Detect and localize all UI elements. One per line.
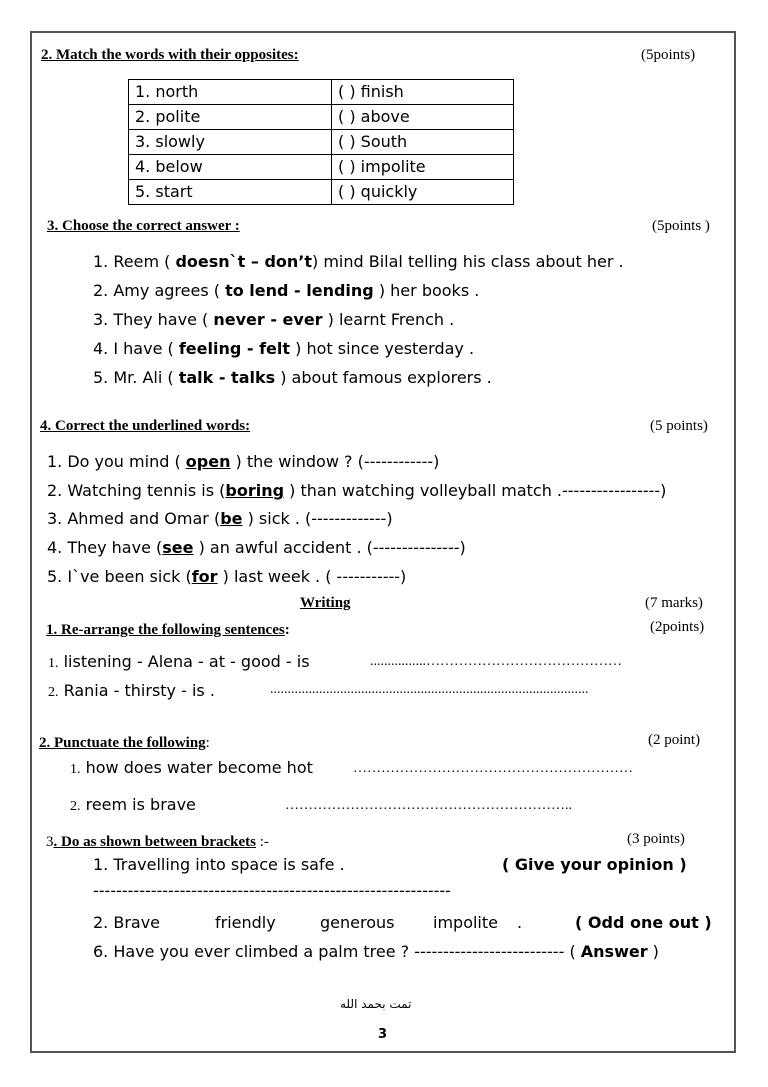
item-number: 2. bbox=[48, 685, 59, 700]
correction-item bbox=[47, 509, 393, 528]
section-4-heading: 4. Correct the underlined words: bbox=[40, 418, 251, 434]
choice-prefix: 2. Amy agrees ( bbox=[93, 281, 226, 300]
choice-prefix: 5. Mr. Ali ( bbox=[93, 368, 179, 387]
item-prefix: 4. They have ( bbox=[47, 538, 163, 557]
choice-suffix: ) hot since yesterday . bbox=[290, 339, 475, 358]
task-instruction: Answer bbox=[580, 942, 648, 961]
match-word: 2. polite bbox=[129, 105, 332, 130]
match-word: 1. north bbox=[129, 80, 332, 105]
table-row bbox=[129, 80, 514, 105]
rearrange-item bbox=[48, 681, 215, 701]
task-instruction: ( Give your opinion ) bbox=[502, 855, 687, 874]
heading-colon: : bbox=[205, 735, 210, 751]
choice-options: never - ever bbox=[213, 310, 323, 329]
item-number: 2. bbox=[70, 799, 81, 814]
choice-prefix: 1. Reem ( bbox=[93, 252, 176, 271]
footer-arabic: تمت بحمد الله bbox=[340, 997, 412, 1011]
odd-word: impolite bbox=[433, 913, 498, 932]
section-3-points: (5points ) bbox=[652, 218, 710, 234]
punctuate-item bbox=[70, 795, 196, 815]
choice-item bbox=[93, 310, 454, 329]
item-suffix: ) the window ? (------------) bbox=[230, 452, 440, 471]
task-open: ( bbox=[569, 942, 581, 961]
brackets-points: (3 points) bbox=[627, 831, 685, 847]
match-table bbox=[128, 79, 514, 205]
page-number: 3 bbox=[378, 1027, 388, 1042]
odd-word: friendly bbox=[215, 913, 276, 932]
match-word: 4. below bbox=[129, 155, 332, 180]
rearrange-heading: 1. Re-arrange the following sentences bbox=[46, 622, 285, 638]
brackets-question bbox=[93, 942, 659, 961]
choice-item bbox=[93, 252, 624, 271]
choice-options: talk - talks bbox=[178, 368, 276, 387]
punctuate-item bbox=[70, 758, 313, 778]
heading-number: 3 bbox=[46, 834, 54, 850]
match-word: 5. start bbox=[129, 180, 332, 205]
answer-dots: …………………………………………………….. bbox=[285, 798, 572, 813]
item-prefix: 1. Do you mind ( bbox=[47, 452, 186, 471]
item-text: listening - Alena - at - good - is bbox=[63, 652, 310, 671]
heading-colon: : bbox=[284, 622, 290, 638]
item-text: reem is brave bbox=[85, 795, 196, 814]
item-prefix: 5. I`ve been sick ( bbox=[47, 567, 192, 586]
section-4-points: (5 points) bbox=[650, 418, 708, 434]
item-suffix: ) sick . (-------------) bbox=[242, 509, 393, 528]
choice-suffix: ) her books . bbox=[373, 281, 480, 300]
section-2-heading: 2. Match the words with their opposites: bbox=[41, 47, 299, 63]
match-opposite: ( ) above bbox=[332, 105, 514, 130]
table-row bbox=[129, 180, 514, 205]
writing-title: Writing bbox=[300, 595, 351, 611]
table-row bbox=[129, 105, 514, 130]
punctuate-points: (2 point) bbox=[648, 732, 701, 748]
match-opposite: ( ) South bbox=[332, 130, 514, 155]
match-opposite: ( ) quickly bbox=[332, 180, 514, 205]
question-text: 6. Have you ever climbed a palm tree ? -------------------------- bbox=[93, 942, 565, 961]
choice-item bbox=[93, 281, 479, 300]
correction-item bbox=[47, 481, 666, 500]
item-number: 1. bbox=[48, 656, 59, 671]
choice-options: to lend - lending bbox=[225, 281, 374, 300]
choice-options: doesn`t – don’t bbox=[175, 252, 312, 271]
odd-word: . bbox=[517, 913, 523, 932]
heading-suffix: :- bbox=[256, 834, 269, 850]
match-opposite: ( ) finish bbox=[332, 80, 514, 105]
choice-prefix: 3. They have ( bbox=[93, 310, 214, 329]
choice-prefix: 4. I have ( bbox=[93, 339, 179, 358]
item-text: Rania - thirsty - is . bbox=[63, 681, 215, 700]
writing-marks: (7 marks) bbox=[645, 595, 703, 611]
underlined-word: for bbox=[191, 567, 218, 586]
underlined-word: open bbox=[185, 452, 231, 471]
table-row bbox=[129, 130, 514, 155]
punctuate-heading-row bbox=[39, 732, 210, 752]
choice-options: feeling - felt bbox=[178, 339, 291, 358]
odd-word: 2. Brave bbox=[93, 913, 161, 932]
choice-suffix: ) learnt French . bbox=[322, 310, 455, 329]
task-instruction: ( Odd one out ) bbox=[575, 913, 712, 932]
section-2-points: (5points) bbox=[641, 47, 696, 63]
item-prefix: 2. Watching tennis is ( bbox=[47, 481, 226, 500]
odd-word: generous bbox=[320, 913, 395, 932]
underlined-word: see bbox=[162, 538, 194, 557]
answer-dots: ........................................................................................... bbox=[270, 682, 589, 697]
section-3-heading: 3. Choose the correct answer : bbox=[47, 218, 240, 234]
correction-item bbox=[47, 567, 406, 586]
answer-line: -------------------------------------------------------------- bbox=[93, 881, 451, 900]
correction-item bbox=[47, 538, 466, 557]
brackets-heading: . Do as shown between brackets bbox=[53, 834, 256, 850]
brackets-heading-row bbox=[46, 831, 269, 851]
correction-item bbox=[47, 452, 439, 471]
table-row bbox=[129, 155, 514, 180]
item-suffix: ) last week . ( -----------) bbox=[217, 567, 407, 586]
choice-item bbox=[93, 368, 492, 387]
choice-item bbox=[93, 339, 474, 358]
punctuate-heading: 2. Punctuate the following bbox=[39, 735, 206, 751]
match-opposite: ( ) impolite bbox=[332, 155, 514, 180]
rearrange-item bbox=[48, 652, 310, 672]
answer-dots: …………………………………………………… bbox=[353, 761, 633, 776]
item-number: 1. bbox=[70, 762, 81, 777]
underlined-word: boring bbox=[225, 481, 285, 500]
choice-suffix: ) mind Bilal telling his class about her . bbox=[312, 252, 624, 271]
answer-dots: ................…………………………………… bbox=[370, 654, 622, 669]
rearrange-points: (2points) bbox=[650, 619, 705, 635]
item-text: how does water become hot bbox=[85, 758, 313, 777]
item-suffix: ) an awful accident . (---------------) bbox=[193, 538, 466, 557]
underlined-word: be bbox=[220, 509, 243, 528]
match-word: 3. slowly bbox=[129, 130, 332, 155]
brackets-question: 1. Travelling into space is safe . bbox=[93, 855, 345, 874]
item-suffix: ) than watching volleyball match .-----------------) bbox=[284, 481, 667, 500]
task-close: ) bbox=[647, 942, 659, 961]
rearrange-heading-row bbox=[46, 619, 290, 639]
item-prefix: 3. Ahmed and Omar ( bbox=[47, 509, 221, 528]
choice-suffix: ) about famous explorers . bbox=[275, 368, 492, 387]
